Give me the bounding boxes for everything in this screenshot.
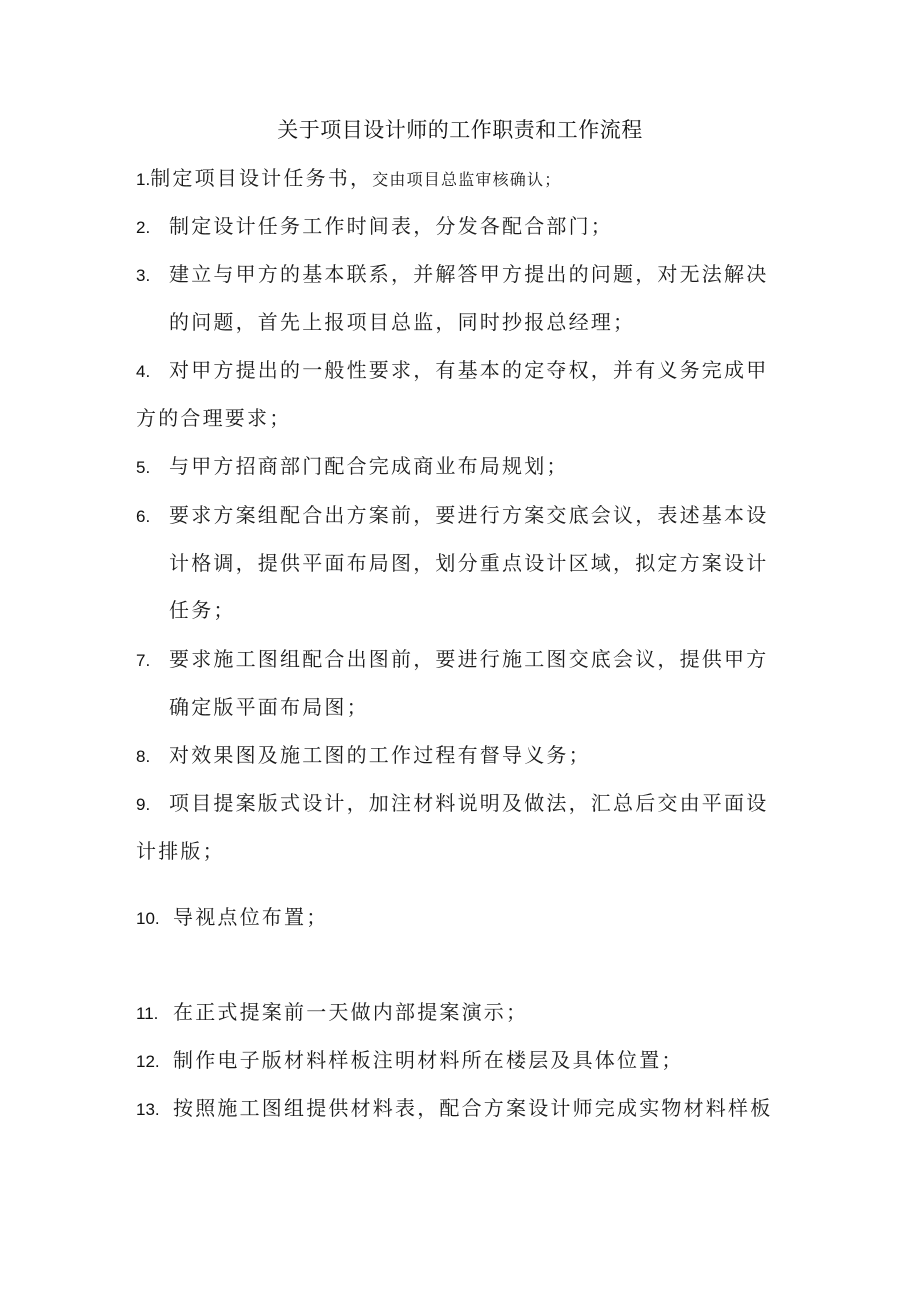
item-number: 12. xyxy=(136,1052,160,1071)
item-text: 制定设计任务工作时间表，分发各配合部门； xyxy=(169,214,613,238)
list-item-9 xyxy=(136,789,768,819)
item-text: 与甲方招商部门配合完成商业布局规划； xyxy=(169,454,569,478)
item-text: 要求方案组配合出方案前，要进行方案交底会议，表述基本设 xyxy=(169,503,769,527)
item-number: 4. xyxy=(136,362,151,381)
item-text: 导视点位布置； xyxy=(173,905,329,929)
list-item-4-continuation: 方的合理要求； xyxy=(136,406,292,430)
item-number: 2. xyxy=(136,218,151,237)
list-item-8 xyxy=(136,741,591,771)
item-text: 对效果图及施工图的工作过程有督导义务； xyxy=(169,743,591,767)
list-item-9-continuation: 计排版； xyxy=(136,839,225,863)
item-number: 6. xyxy=(136,507,151,526)
item-text: 要求施工图组配合出图前，要进行施工图交底会议，提供甲方 xyxy=(169,647,769,671)
item-text: 制定项目设计任务书， xyxy=(150,166,373,190)
item-number: 5. xyxy=(136,458,151,477)
item-number: 1. xyxy=(136,170,151,189)
item-number: 3. xyxy=(136,266,151,285)
list-item-6-continuation: 任务； xyxy=(169,598,236,622)
list-item-7-continuation: 确定版平面布局图； xyxy=(169,695,369,719)
item-text: 对甲方提出的一般性要求，有基本的定夺权，并有义务完成甲 xyxy=(169,358,769,382)
list-item-7 xyxy=(136,645,768,675)
list-item-13 xyxy=(136,1094,772,1124)
list-item-6-continuation: 计格调，提供平面布局图，划分重点设计区域，拟定方案设计 xyxy=(169,551,769,575)
list-item-3 xyxy=(136,260,768,290)
item-number: 9. xyxy=(136,795,151,814)
item-text-small: 交由项目总监审核确认； xyxy=(372,170,562,189)
item-number: 13. xyxy=(136,1100,160,1119)
item-number: 8. xyxy=(136,747,151,766)
list-item-3-continuation: 的问题，首先上报项目总监，同时抄报总经理； xyxy=(169,310,636,334)
list-item-2 xyxy=(136,212,613,242)
list-item-12 xyxy=(136,1046,684,1076)
item-text: 在正式提案前一天做内部提案演示； xyxy=(173,1000,529,1024)
item-text: 建立与甲方的基本联系，并解答甲方提出的问题，对无法解决 xyxy=(169,262,769,286)
item-number: 7. xyxy=(136,651,151,670)
list-item-6 xyxy=(136,501,768,531)
item-text: 项目提案版式设计，加注材料说明及做法，汇总后交由平面设 xyxy=(169,791,769,815)
item-number: 11. xyxy=(136,1004,159,1023)
list-item-10 xyxy=(136,903,328,933)
list-item-1 xyxy=(136,164,561,194)
item-text: 制作电子版材料样板注明材料所在楼层及具体位置； xyxy=(173,1048,684,1072)
list-item-4 xyxy=(136,356,768,386)
list-item-5 xyxy=(136,452,569,482)
item-number: 10. xyxy=(136,909,160,928)
list-item-11 xyxy=(136,998,528,1028)
document-title: 关于项目设计师的工作职责和工作流程 xyxy=(277,118,643,142)
item-text: 按照施工图组提供材料表，配合方案设计师完成实物材料样板 xyxy=(173,1096,773,1120)
